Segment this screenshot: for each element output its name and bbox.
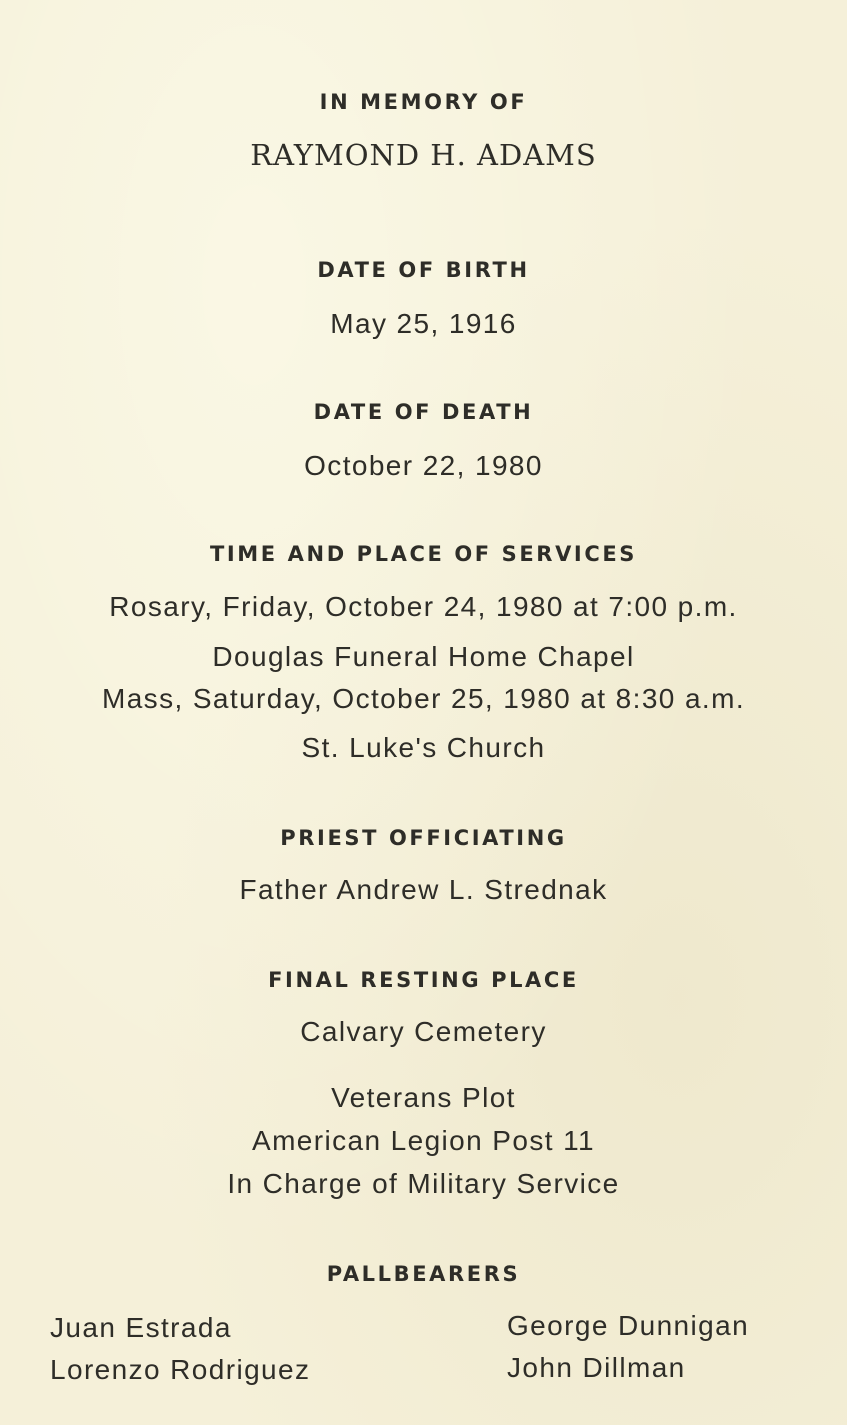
- services-line: Rosary, Friday, October 24, 1980 at 7:00 p.m.: [109, 591, 738, 622]
- resting-place-heading: FINAL RESTING PLACE: [268, 968, 579, 992]
- services-line: Mass, Saturday, October 25, 1980 at 8:30 a.m.: [101, 683, 745, 714]
- date-of-birth-value: May 25, 1916: [330, 308, 517, 339]
- resting-place-line: Veterans Plot: [331, 1082, 516, 1113]
- date-of-death-heading: DATE OF DEATH: [313, 400, 534, 424]
- resting-place-line: American Legion Post 11: [252, 1125, 595, 1156]
- pallbearers-heading: PALLBEARERS: [326, 1262, 521, 1286]
- services-heading: TIME AND PLACE OF SERVICES: [209, 542, 638, 566]
- deceased-name: RAYMOND H. ADAMS: [250, 138, 597, 172]
- resting-place-line: In Charge of Military Service: [227, 1168, 620, 1199]
- in-memory-heading: IN MEMORY OF: [319, 90, 528, 114]
- date-of-death-value: October 22, 1980: [304, 450, 543, 481]
- services-line: Douglas Funeral Home Chapel: [212, 641, 635, 672]
- services-line: St. Luke's Church: [301, 732, 546, 763]
- pallbearer-name: John Dillman: [507, 1352, 686, 1383]
- date-of-birth-heading: DATE OF BIRTH: [317, 258, 530, 282]
- pallbearer-name: Juan Estrada: [50, 1312, 232, 1343]
- priest-heading: PRIEST OFFICIATING: [280, 826, 567, 850]
- pallbearer-name: Lorenzo Rodriguez: [50, 1354, 311, 1385]
- cemetery-name: Calvary Cemetery: [300, 1016, 547, 1047]
- priest-name: Father Andrew L. Strednak: [239, 874, 608, 905]
- pallbearer-name: George Dunnigan: [507, 1310, 750, 1341]
